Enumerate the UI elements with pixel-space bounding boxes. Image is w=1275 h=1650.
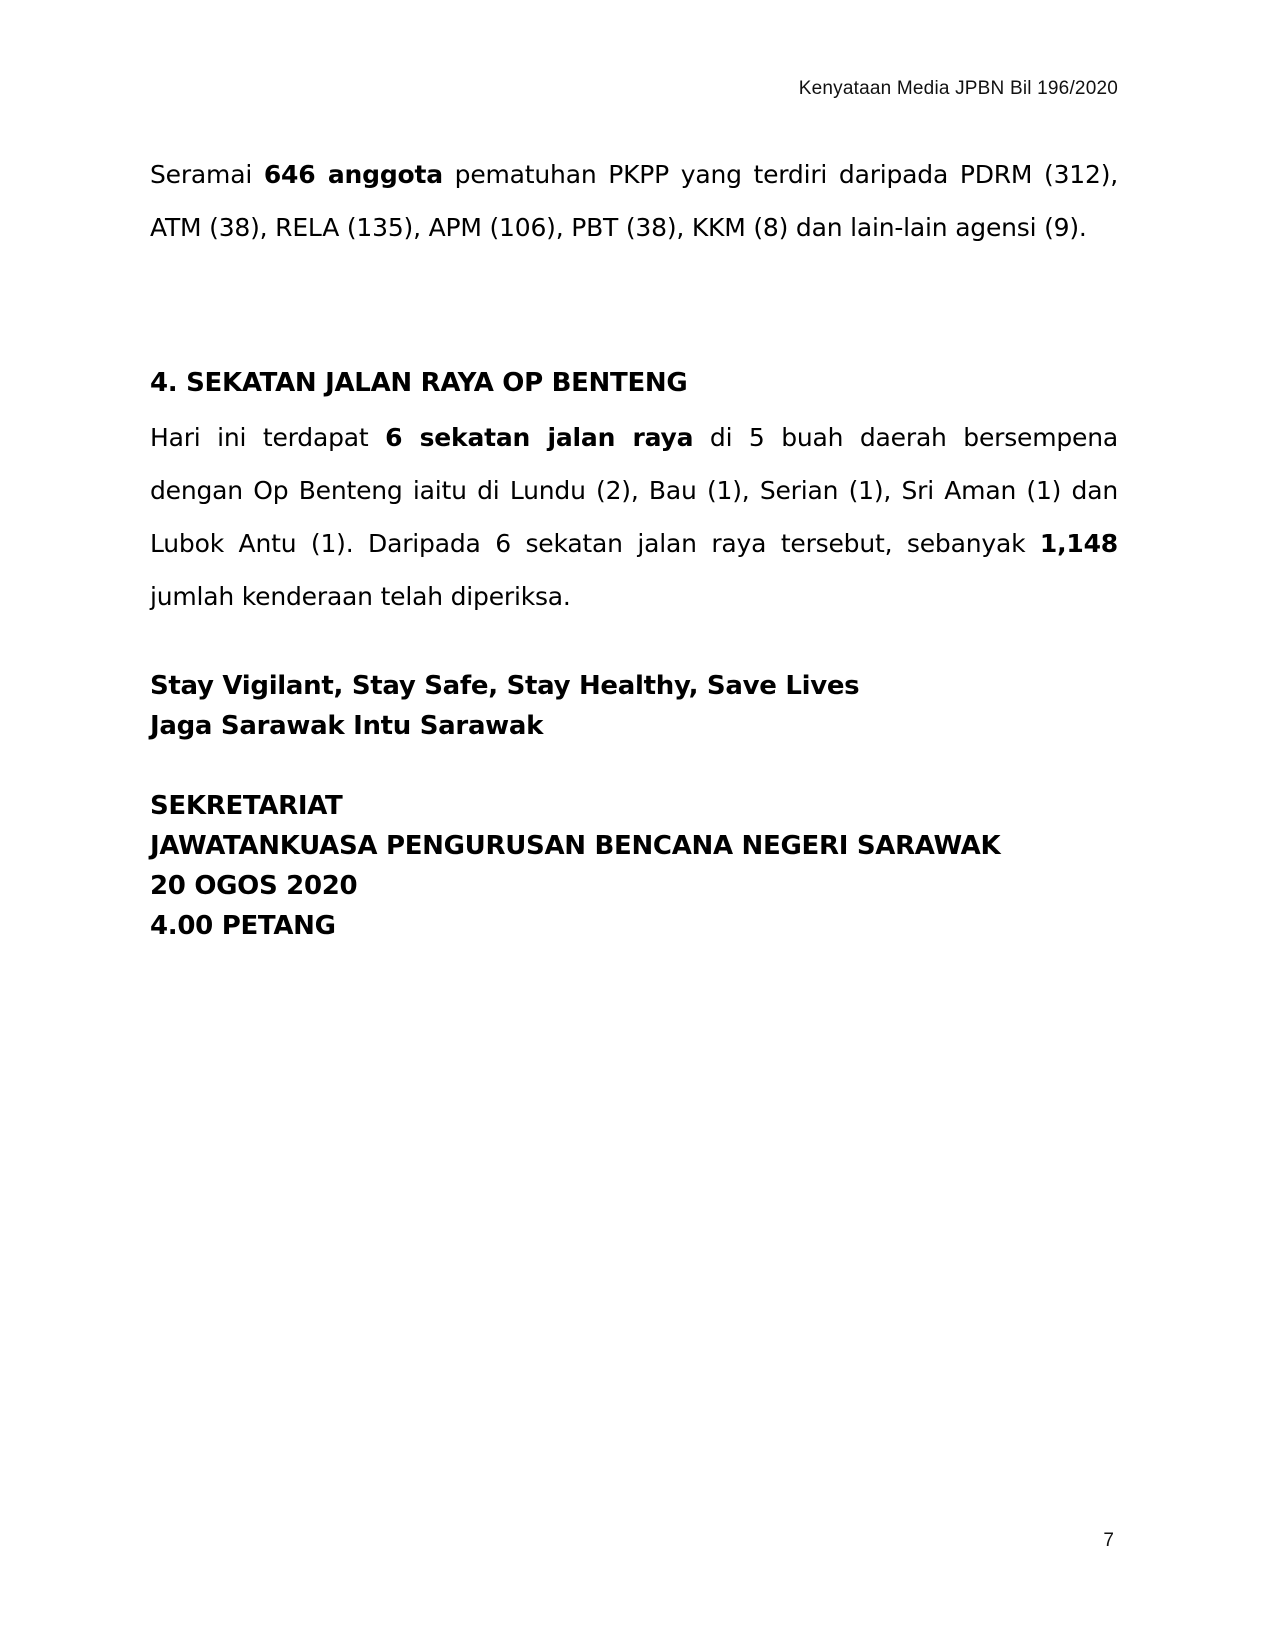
paragraph-text: Hari ini terdapat	[150, 423, 386, 452]
bold-roadblock-count: 6 sekatan jalan raya	[385, 423, 694, 452]
slogan-malay: Jaga Sarawak Intu Sarawak	[150, 711, 544, 741]
signoff-date: 20 OGOS 2020	[150, 871, 358, 901]
signoff-secretariat: SEKRETARIAT	[150, 791, 343, 821]
signoff-block	[150, 786, 1000, 946]
paragraph-compliance-members	[150, 148, 1118, 254]
paragraph-text: di 5 buah daerah bersempena dengan Op Benteng iaitu di Lundu (2), Bau (1), Serian (1), Sri Aman (1) dan Lubok Antu (1). Daripada 6 sekatan jalan raya tersebut, sebanyak	[150, 423, 1118, 558]
page-number: 7	[1103, 1530, 1114, 1551]
document-header: Kenyataan Media JPBN Bil 196/2020	[798, 78, 1118, 99]
section-heading-roadblocks: 4. SEKATAN JALAN RAYA OP BENTENG	[150, 368, 688, 398]
signoff-committee: JAWATANKUASA PENGURUSAN BENCANA NEGERI SARAWAK	[150, 831, 1001, 861]
paragraph-text: jumlah kenderaan telah diperiksa.	[150, 582, 571, 611]
bold-member-count: 646 anggota	[263, 160, 443, 189]
signoff-time: 4.00 PETANG	[150, 911, 336, 941]
slogan-english: Stay Vigilant, Stay Safe, Stay Healthy, Save Lives	[150, 671, 860, 701]
slogans-block	[150, 666, 859, 746]
paragraph-text: pematuhan PKPP yang terdiri daripada PDRM (312), ATM (38), RELA (135), APM (106), PBT (38), KKM (8) dan lain-lain agensi (9).	[150, 160, 1118, 242]
paragraph-text: Seramai	[150, 160, 264, 189]
paragraph-roadblocks	[150, 411, 1118, 623]
bold-vehicle-count: 1,148	[1039, 529, 1118, 558]
